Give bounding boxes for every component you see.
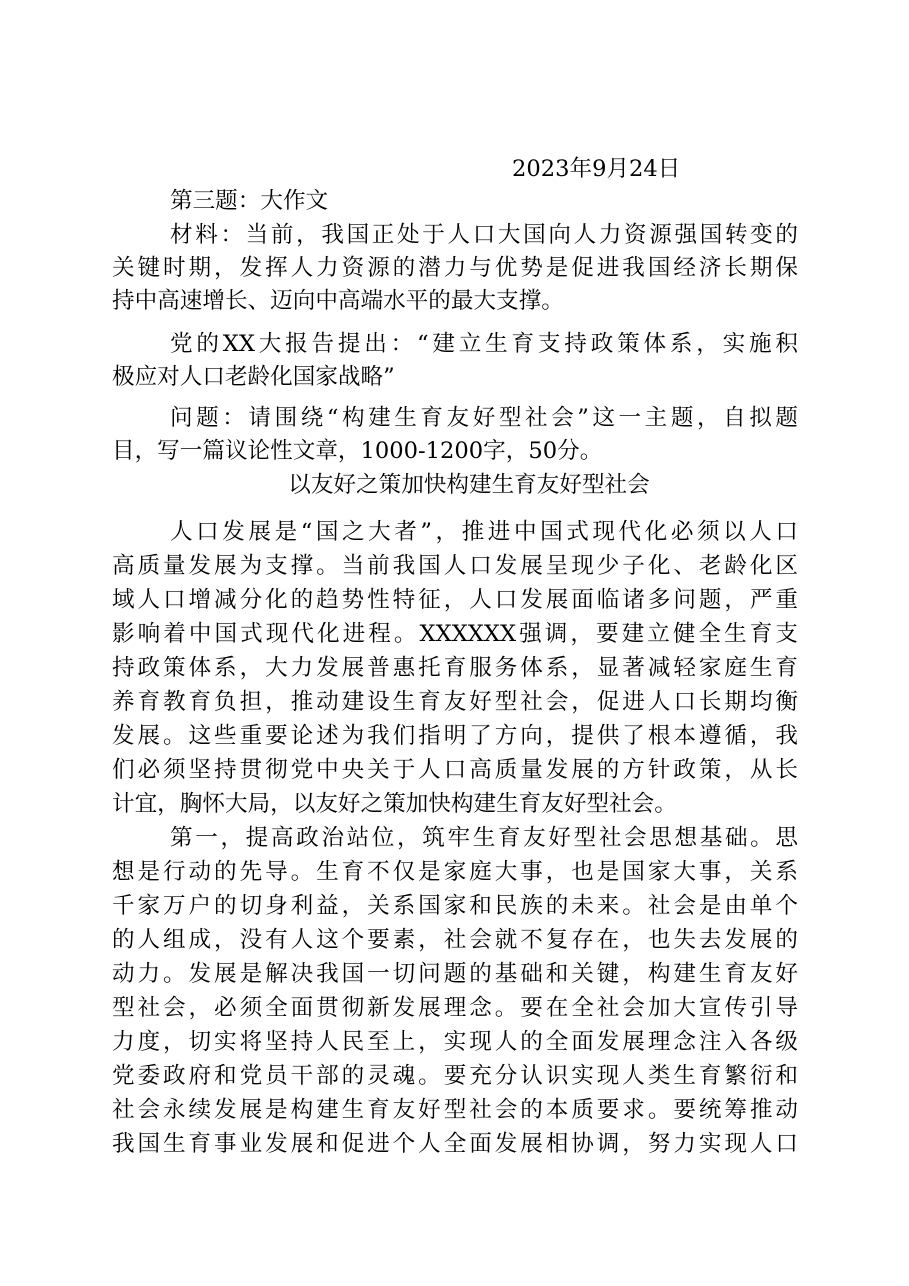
material-line-1: 材料：当前，我国正处于人口大国向人力资源强国转变的 — [170, 222, 798, 248]
paragraph2-line-4: 的人组成，没有人这个要素，社会就不复存在，也失去发展的 — [112, 927, 798, 953]
report-line-1: 党的XX大报告提出：“建立生育支持政策体系，实施积 — [170, 331, 798, 357]
material-line-2: 关键时期，发挥人力资源的潜力与优势是促进我国经济长期保 — [112, 255, 798, 281]
paragraph2-line-2: 想是行动的先导。生育不仅是家庭大事，也是国家大事，关系 — [112, 859, 798, 885]
paragraph1-line-5: 持政策体系，大力发展普惠托育服务体系，显著减轻家庭生育 — [112, 655, 798, 681]
paragraph2-line-7: 力度，切实将坚持人民至上，实现人的全面发展理念注入各级 — [112, 1029, 798, 1055]
paragraph1-line-3: 域人口增减分化的趋势性特征，人口发展面临诸多问题，严重 — [112, 587, 798, 613]
paragraph1-line-8: 们必须坚持贯彻党中央关于人口高质量发展的方针政策，从长 — [112, 757, 798, 783]
paragraph1-line-4: 影响着中国式现代化进程。XXXXXX强调，要建立健全生育支 — [112, 621, 798, 647]
paragraph2-line-8: 党委政府和党员干部的灵魂。要充分认识实现人类生育繁衍和 — [112, 1063, 798, 1089]
essay-title: 以友好之策加快构建生育友好型社会 — [288, 472, 650, 498]
paragraph2-line-10: 我国生育事业发展和促进个人全面发展相协调，努力实现人口 — [112, 1131, 798, 1157]
paragraph2-line-6: 型社会，必须全面贯彻新发展理念。要在全社会加大宣传引导 — [112, 995, 798, 1021]
paragraph1-line-1: 人口发展是“国之大者”，推进中国式现代化必须以人口 — [170, 519, 798, 545]
paragraph1-line-2: 高质量发展为支撑。当前我国人口发展呈现少子化、老龄化区 — [112, 553, 798, 579]
material-line-3: 持中高速增长、迈向中高端水平的最大支撑。 — [112, 288, 564, 314]
prompt-line-1: 问题：请围绕“构建生育友好型社会”这一主题，自拟题 — [170, 405, 798, 431]
paragraph2-line-1: 第一，提高政治站位，筑牢生育友好型社会思想基础。思 — [170, 825, 798, 851]
prompt-line-2: 目，写一篇议论性文章，1000-1200字，50分。 — [112, 438, 603, 464]
paragraph2-line-5: 动力。发展是解决我国一切问题的基础和关键，构建生育友好 — [112, 961, 798, 987]
paragraph1-line-7: 发展。这些重要论述为我们指明了方向，提供了根本遵循，我 — [112, 723, 798, 749]
document-date: 2023年9月24日 — [512, 156, 681, 182]
paragraph2-line-9: 社会永续发展是构建生育友好型社会的本质要求。要统筹推动 — [112, 1097, 798, 1123]
paragraph2-line-3: 千家万户的切身利益，关系国家和民族的未来。社会是由单个 — [112, 893, 798, 919]
report-line-2: 极应对人口老龄化国家战略” — [112, 364, 395, 390]
paragraph1-line-6: 养育教育负担，推动建设生育友好型社会，促进人口长期均衡 — [112, 689, 798, 715]
question-heading: 第三题：大作文 — [170, 188, 329, 214]
paragraph1-line-9: 计宜，胸怀大局，以友好之策加快构建生育友好型社会。 — [112, 791, 677, 817]
